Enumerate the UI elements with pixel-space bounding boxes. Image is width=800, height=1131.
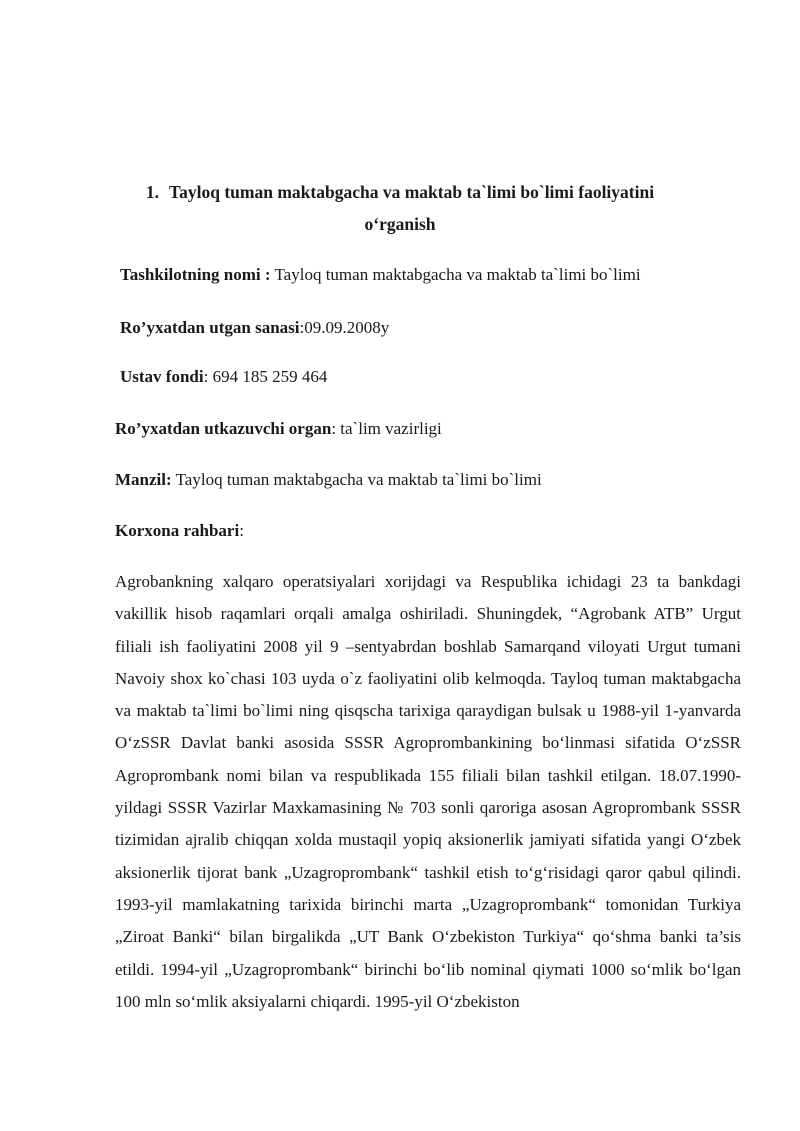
field-value: : 694 185 259 464 <box>203 367 328 386</box>
field-value: : <box>239 521 244 540</box>
field-label: Korxona rahbari <box>115 521 240 540</box>
field-label: Ro’yxatdan utkazuvchi organ <box>115 419 332 438</box>
field-address <box>115 469 542 491</box>
section-title: Tayloq tuman maktabgacha va maktab ta`limi bo`limi faoliyatini o‘rganish <box>169 182 655 234</box>
field-registering-body <box>115 418 442 440</box>
field-label: Ro’yxatdan utgan sanasi <box>120 318 300 337</box>
field-value: :09.09.2008y <box>299 318 390 337</box>
field-registration-date <box>120 317 389 339</box>
field-label: Tashkilotning nomi : <box>120 265 271 284</box>
section-number: 1. <box>145 182 160 202</box>
field-director <box>115 520 244 542</box>
field-charter-fund <box>120 366 327 388</box>
field-value: : ta`lim vazirligi <box>331 419 442 438</box>
field-value: Tayloq tuman maktabgacha va maktab ta`limi bo`limi <box>270 265 641 284</box>
body-paragraph: Agrobankning xalqaro operatsiyalari xorijdagi va Respublika ichidagi 23 ta bankdagi vakillik hisob raqamlari orqali amalga oshiriladi. Shuningdek, “Agrobank ATB” Urgut filiali ish faoliyatini 2008 yil 9 –sentyabrdan boshlab Samarqand viloyati Urgut tumani Navoiy shox ko`chasi 103 uyda o`z faoliyatini olib kelmoqda. Tayloq tuman maktabgacha va maktab ta`limi bo`limi ning qisqscha tarixiga qaraydigan bulsak u 1988-yil 1-yanvarda O‘zSSR Davlat banki asosida SSSR Agroprombankining bo‘linmasi sifatida O‘zSSR Agroprombank nomi bilan va respublikada 155 filiali bilan tashkil etilgan. 18.07.1990-yildagi SSSR Vazirlar Maxkamasining № 703 sonli qaroriga asosan Agroprombank SSSR tizimidan ajralib chiqqan xolda mustaqil yopiq aksionerlik jamiyati sifatida yangi O‘zbek aksionerlik tijorat bank „Uzagroprombank“ tashkil etish to‘g‘risidagi qaror qabul qilindi. 1993-yil mamlakatning tarixida birinchi marta „Uzagroprombank“ tomonidan Turkiya „Ziroat Banki“ bilan birgalikda „UT Bank O‘zbekiston Turkiya“ qo‘shma banki ta’sis etildi. 1994-yil „Uzagroprombank“ birinchi bo‘lib nominal qiymati 1000 so‘mlik bo‘lgan 100 mln so‘mlik aksiyalarni chiqardi. 1995-yil O‘zbekiston <box>115 572 741 1011</box>
field-label: Ustav fondi <box>120 367 204 386</box>
field-organization-name <box>120 264 641 286</box>
field-value: Tayloq tuman maktabgacha va maktab ta`limi bo`limi <box>171 470 542 489</box>
section-heading <box>115 176 685 240</box>
field-label: Manzil: <box>115 470 172 489</box>
